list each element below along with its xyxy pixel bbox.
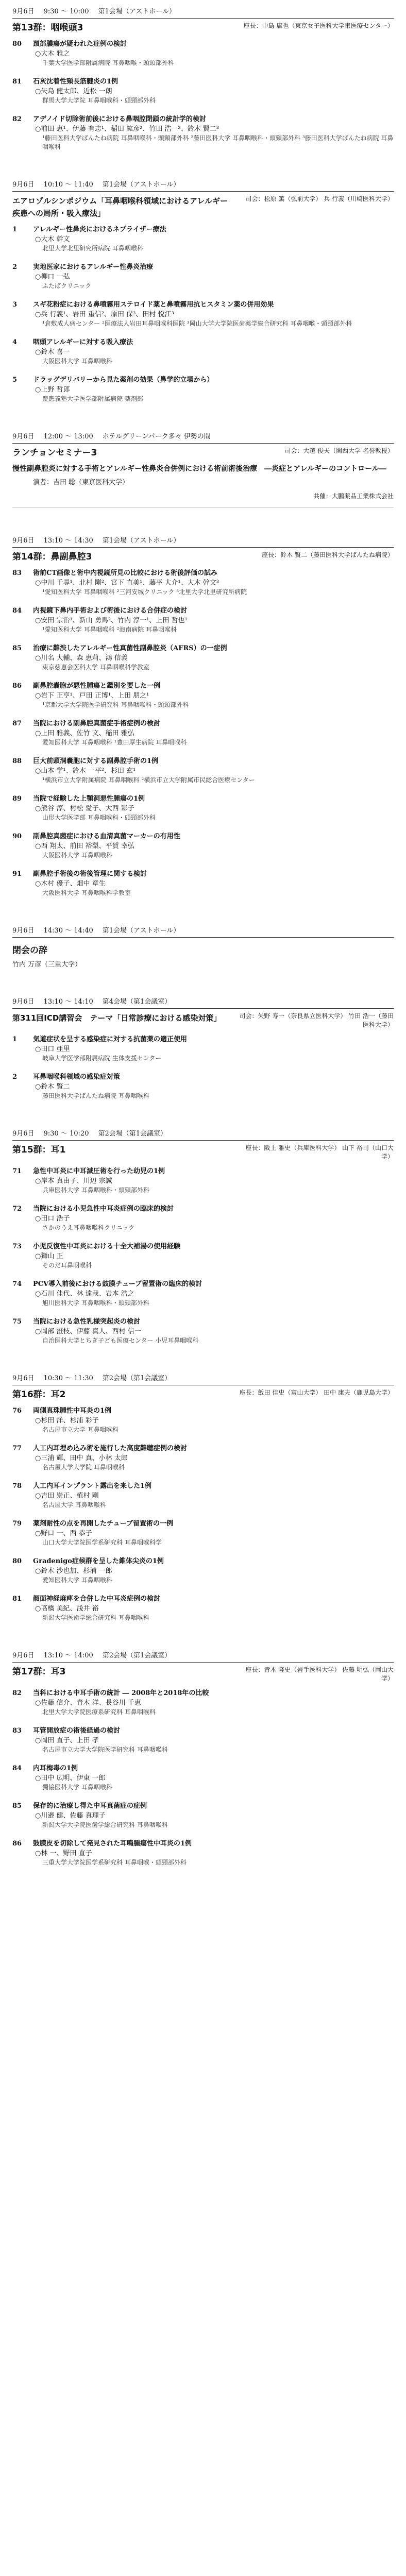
- presentation-authors: ○獅山 正: [35, 1252, 63, 1260]
- luncheon-speaker: 演者：吉田 聡（東京医科大学）: [33, 479, 129, 486]
- presentation-affiliation: ¹横浜市立大学附属病院 耳鼻咽喉科 ²横浜市立大学附属市民総合医療センター: [42, 776, 255, 784]
- session-chair: 座長：中島 庸也（東京女子医科大学東医療センター）: [243, 22, 394, 29]
- presentation-authors: ○大木 幹文: [35, 235, 70, 243]
- presentation-title: スギ花粉症における鼻噴霧用ステロイド薬と鼻噴霧用抗ヒスタミン薬の併用効果: [33, 301, 274, 309]
- session-title: ランチョンセミナー3: [12, 448, 97, 458]
- session-room: 第2会場（第1会議室）: [98, 1130, 167, 1138]
- presentation-authors: ○川名 大輔、森 恵莉、鴻 信義: [35, 654, 128, 662]
- session-block: [12, 1651, 394, 1867]
- session-room: 第1会場（アストホール）: [102, 927, 180, 935]
- presentation-authors: ○柳口 一弘: [35, 273, 70, 281]
- session-time: 13:10 〜 14:30: [43, 537, 93, 545]
- presentation-number: 86: [12, 682, 22, 690]
- presentation-authors: ○髙橋 美紀、浅井 裕: [35, 1605, 99, 1613]
- presentation-item: [12, 300, 394, 328]
- presentation-item: [12, 375, 394, 403]
- presentation-number: 79: [12, 1520, 22, 1528]
- presentation-title: 石灰沈着性頸長筋腱炎の1例: [33, 78, 119, 86]
- presentation-affiliation: 北里大学大学院医療系研究科 耳鼻咽喉科: [42, 1708, 156, 1716]
- presentation-number: 74: [12, 1280, 22, 1288]
- session-chair: 司会：松原 篤（弘前大学） 兵 行義（川崎医科大学）: [245, 195, 394, 202]
- session-title: 第17群：耳3: [12, 1667, 66, 1677]
- luncheon-topic: 慢性副鼻腔炎に対する手術とアレルギー性鼻炎合併例における術前術後治療 ―炎症とアレルギーのコントロール―: [12, 465, 386, 473]
- presentation-title: 小児反復性中耳炎における十全大補湯の使用経験: [33, 1243, 181, 1250]
- session-date: 9月6日: [12, 181, 35, 189]
- session-schedule: [12, 997, 394, 1009]
- presentation-item: [12, 1242, 394, 1270]
- session-date: 9月6日: [12, 8, 35, 15]
- session-block: [12, 1129, 394, 1345]
- presentation-title: 治療に難渋したアレルギー性真菌性副鼻腔炎（AFRS）の一症例: [33, 645, 227, 652]
- presentation-authors: ○大木 雅之: [35, 50, 70, 58]
- session-chair: 座長：鈴木 賢二（藤田医科大学ばんたね病院）: [262, 551, 394, 558]
- presentation-item: [12, 1444, 394, 1472]
- presentation-number: 3: [12, 301, 18, 309]
- presentation-affiliation: 東京慈恵会医科大学 耳鼻咽喉科学教室: [42, 664, 149, 671]
- session-room: 第1会場（アストホール）: [98, 8, 176, 15]
- presentation-affiliation: 新潟大学大学院医歯学総合研究科 耳鼻咽喉科: [42, 1821, 168, 1828]
- presentation-number: 2: [12, 1073, 18, 1081]
- presentation-affiliation: 三重大学大学院医学系研究科 耳鼻咽喉・頭頸部外科: [42, 1859, 187, 1866]
- session-time: 9:30 〜 10:20: [43, 1130, 89, 1138]
- presentation-title: 副鼻腔嚢胞が悪性腫瘍と鑑別を要した一例: [33, 682, 161, 690]
- presentation-title: 保存的に治療し得た中耳真菌症の症例: [33, 1802, 147, 1810]
- presentation-title: アデノイド切除術前後における鼻咽腔閉鎖の統計学的検討: [33, 115, 206, 123]
- presentation-authors: ○上田 雅義、佐竹 文、稲田 雅弘: [35, 730, 134, 737]
- presentation-number: 88: [12, 757, 22, 765]
- session-chair: 座長：青木 隆史（岩手医科大学） 佐藤 明弘（岡山大学）: [245, 1666, 394, 1682]
- presentation-number: 85: [12, 645, 22, 652]
- presentation-item: [12, 606, 394, 634]
- presentation-item: [12, 643, 394, 672]
- presentation-number: 86: [12, 1840, 22, 1848]
- session-room: 第2会場（第1会議室）: [102, 1652, 172, 1659]
- closing-speaker: 竹内 万彦（三重大学）: [12, 961, 82, 969]
- session-time: 13:10 〜 14:10: [43, 998, 93, 1006]
- session-schedule: [12, 926, 394, 938]
- presentation-item: [12, 1839, 394, 1867]
- session-date: 9月6日: [12, 537, 35, 545]
- presentation-affiliation: 名古屋大学 耳鼻咽喉科: [42, 1501, 106, 1509]
- presentation-authors: ○山本 学¹、鈴木 一平²、杉田 玄¹: [35, 767, 136, 775]
- presentation-affiliation: そのだ耳鼻咽喉科: [42, 1262, 92, 1269]
- session-title: 閉会の辞: [12, 945, 47, 956]
- presentation-title: Gradenigo症候群を呈した錐体尖炎の1例: [33, 1557, 164, 1565]
- session-date: 9月6日: [12, 998, 35, 1006]
- presentation-affiliation: さかのうえ耳鼻咽喉科クリニック: [42, 1224, 135, 1231]
- presentation-title: 顔面神経麻痺を合併した中耳炎症例の検討: [33, 1595, 161, 1603]
- session-title: 第16群：耳2: [12, 1389, 66, 1400]
- session-chair: 司会：大越 俊夫（関西大学 名誉教授）: [284, 447, 394, 454]
- presentation-authors: ○川邉 健、佐藤 真理子: [35, 1812, 106, 1820]
- session-title: 第14群：鼻副鼻腔3: [12, 552, 92, 562]
- presentation-affiliation: ¹愛知医科大学 耳鼻咽喉科 ²三河安城クリニック ³北里大学北里研究所病院: [42, 588, 247, 596]
- session-time: 14:30 〜 14:40: [43, 927, 93, 935]
- presentation-title: アレルギー性鼻炎におけるネブライザー療法: [33, 226, 166, 233]
- presentation-title: 気道症状を呈する感染症に対する抗菌薬の適正使用: [33, 1036, 188, 1043]
- session-chair: 座長：飯田 佳史（富山大学） 田中 康夫（鹿児島大学）: [239, 1389, 394, 1396]
- session-schedule: [12, 7, 394, 19]
- presentation-number: 81: [12, 78, 22, 86]
- presentation-item: [12, 1481, 394, 1510]
- session-schedule: [12, 1129, 394, 1141]
- session-block: [12, 1374, 394, 1622]
- presentation-affiliation: 大阪医科大学 耳鼻咽喉科: [42, 852, 112, 859]
- presentation-affiliation: 大阪医科大学 耳鼻咽喉科学教室: [42, 889, 131, 896]
- session-time: 12:00 〜 13:00: [43, 433, 93, 440]
- session-schedule: [12, 1651, 394, 1663]
- presentation-item: [12, 568, 394, 597]
- presentation-title: 人工内耳埋め込み術を施行した高度難聴症例の検討: [33, 1445, 188, 1452]
- session-time: 10:10 〜 11:40: [43, 181, 93, 189]
- session-room: 第2会場（第1会議室）: [102, 1375, 172, 1382]
- session-title: 第311回ICD講習会 テーマ「日常診療における感染対策」: [12, 1013, 222, 1023]
- presentation-title: ドラッグデリバリーから見た薬剤の効果（鼻学的立場から）: [33, 376, 214, 384]
- presentation-number: 82: [12, 1689, 22, 1697]
- session-block: [12, 997, 394, 1100]
- presentation-title: 内耳梅毒の1例: [33, 1765, 78, 1772]
- presentation-number: 1: [12, 226, 18, 233]
- presentation-item: [12, 1801, 394, 1829]
- program-page: [12, 0, 394, 1867]
- presentation-item: [12, 1072, 394, 1100]
- presentation-affiliation: 北里大学北里研究所病院 耳鼻咽喉科: [42, 245, 143, 252]
- presentation-number: 71: [12, 1167, 22, 1175]
- presentation-number: 78: [12, 1482, 22, 1490]
- presentation-number: 4: [12, 338, 18, 346]
- presentation-number: 84: [12, 607, 22, 615]
- presentation-title: PCV導入前後における鼓膜チューブ留置術の臨床的検討: [33, 1280, 202, 1288]
- presentation-affiliation: 名古屋大学大学院 耳鼻咽喉科: [42, 1464, 125, 1471]
- presentation-authors: ○田口 浩子: [35, 1215, 70, 1223]
- presentation-affiliation: ¹倉敷成人病センター ²医療法人岩田耳鼻咽喉科医院 ³岡山大学大学院医歯薬学総合研究科 耳鼻咽喉・頭頸部外科: [42, 320, 352, 327]
- presentation-item: [12, 681, 394, 709]
- presentation-authors: ○岡部 澄枝、伊藤 真人、西村 信一: [35, 1328, 141, 1335]
- session-block: [12, 180, 394, 403]
- presentation-authors: ○岡田 直子、上田 孝: [35, 1737, 99, 1744]
- presentation-number: 90: [12, 833, 22, 840]
- presentation-affiliation: 兵庫医科大学 耳鼻咽喉科・頭頸部外科: [42, 1187, 149, 1194]
- presentation-authors: ○熊谷 淳、村松 愛子、大西 彩子: [35, 805, 134, 812]
- presentation-title: 耳鼻咽喉科領域の感染症対策: [33, 1073, 121, 1081]
- session-schedule: [12, 180, 394, 192]
- presentation-item: [12, 1035, 394, 1063]
- presentation-title: 当院で経験した上顎洞悪性腫瘍の1例: [33, 795, 145, 803]
- presentation-affiliation: ¹京都大学大学院医学研究科 耳鼻咽喉科・頭頸部外科: [42, 701, 189, 708]
- presentation-number: 73: [12, 1243, 22, 1250]
- session-block: [12, 926, 394, 969]
- presentation-title: 急性中耳炎に中耳減圧術を行った幼児の1例: [33, 1167, 165, 1175]
- presentation-item: [12, 1688, 394, 1717]
- presentation-item: [12, 869, 394, 897]
- session-title: 第13群：咽喉頭3: [12, 23, 83, 33]
- presentation-authors: ○杉田 洋、杉浦 彩子: [35, 1417, 99, 1425]
- presentation-affiliation: 旭川医科大学 耳鼻咽喉科・頭頸部外科: [42, 1299, 149, 1307]
- presentation-number: 83: [12, 569, 22, 577]
- presentation-authors: ○岸本 真由子、川辺 宗誠: [35, 1177, 112, 1185]
- presentation-authors: ○木村 優子、畑中 章生: [35, 880, 106, 888]
- presentation-item: [12, 719, 394, 747]
- session-schedule: [12, 536, 394, 548]
- presentation-authors: ○安田 宗治¹、新山 勇馬²、竹内 淳一¹、上田 哲也¹: [35, 617, 188, 624]
- presentation-authors: ○三浦 輝、田中 真、小林 太郎: [35, 1454, 128, 1462]
- session-chair: 座長：阪上 雅史（兵庫医科大学） 山下 裕司（山口大学）: [245, 1144, 394, 1160]
- presentation-number: 75: [12, 1318, 22, 1326]
- presentation-number: 89: [12, 795, 22, 803]
- presentation-item: [12, 794, 394, 822]
- presentation-number: 81: [12, 1595, 22, 1603]
- presentation-authors: ○林 一、野田 直子: [35, 1850, 92, 1857]
- presentation-item: [12, 1166, 394, 1195]
- presentation-number: 76: [12, 1407, 22, 1415]
- presentation-number: 83: [12, 1727, 22, 1735]
- presentation-item: [12, 1519, 394, 1547]
- presentation-number: 91: [12, 870, 22, 878]
- session-room: ホテルグリーンパーク多々 伊勢の間: [102, 433, 211, 440]
- presentation-authors: ○野口 一、西 恭子: [35, 1530, 92, 1537]
- presentation-authors: ○矢島 健太郎、近松 一朗: [35, 88, 112, 95]
- presentation-item: [12, 225, 394, 253]
- session-title: 第15群：耳1: [12, 1145, 66, 1155]
- session-room: 第4会場（第1会議室）: [102, 998, 172, 1006]
- presentation-authors: ○石川 佳代、林 達哉、岩本 浩之: [35, 1290, 134, 1298]
- session-chair: 司会：矢野 寿一（奈良県立医科大学） 竹田 浩一（藤田医科大学）: [239, 1012, 394, 1028]
- presentation-item: [12, 1594, 394, 1622]
- presentation-item: [12, 262, 394, 291]
- presentation-affiliation: ¹藤田医科大学ばんたね病院 耳鼻咽喉科・頭頸部外科 ²藤田医科大学 耳鼻咽喉科・頭頸部外科 ³藤田医科大学ばんたね病院 耳鼻咽喉科: [42, 134, 394, 150]
- session-schedule: [12, 432, 394, 444]
- presentation-item: [12, 39, 394, 67]
- session-schedule: [12, 1374, 394, 1385]
- presentation-item: [12, 1406, 394, 1434]
- session-time: 9:30 〜 10:00: [43, 8, 89, 15]
- presentation-affiliation: 千葉大学医学部附属病院 耳鼻咽喉・頭頸部外科: [42, 59, 174, 66]
- session-date: 9月6日: [12, 1130, 35, 1138]
- presentation-affiliation: 藤田医科大学ばんたね病院 耳鼻咽喉科: [42, 1092, 149, 1099]
- presentation-item: [12, 1764, 394, 1792]
- presentation-title: 鼓膜皮を切除して発見された耳鳴腫瘍性中耳炎の1例: [33, 1840, 192, 1848]
- presentation-number: 87: [12, 720, 22, 727]
- presentation-authors: ○佐藤 信介、青木 洋、長谷川 千恵: [35, 1699, 141, 1707]
- presentation-title: 実地医家におけるアレルギー性鼻炎治療: [33, 263, 154, 271]
- session-block: [12, 536, 394, 897]
- session-room: 第1会場（アストホール）: [102, 181, 180, 189]
- presentation-affiliation: 慶應義塾大学医学部附属病院 薬剤部: [42, 395, 143, 402]
- presentation-item: [12, 77, 394, 105]
- presentation-title: 人工内耳インプラント露出を来した1例: [33, 1482, 152, 1490]
- presentation-item: [12, 1317, 394, 1345]
- session-block: [12, 432, 394, 507]
- presentation-title: 頚部膿瘍が疑われた症例の検討: [33, 40, 127, 48]
- presentation-item: [12, 1726, 394, 1754]
- session-date: 9月6日: [12, 1375, 35, 1382]
- presentation-number: 85: [12, 1802, 22, 1810]
- presentation-authors: ○田中 広明、伊東 一郎: [35, 1774, 106, 1782]
- presentation-number: 77: [12, 1445, 22, 1452]
- presentation-affiliation: 獨協医科大学 耳鼻咽喉科: [42, 1784, 112, 1791]
- presentation-authors: ○吉田 崇正、植村 剛: [35, 1492, 99, 1500]
- presentation-affiliation: 山形大学医学部 耳鼻咽喉科・頭頸部外科: [42, 814, 156, 821]
- presentation-number: 1: [12, 1036, 18, 1043]
- presentation-authors: ○前田 恵¹、伊藤 有志¹、稲田 紘彦²、竹田 浩一²、鈴木 賢二³: [35, 125, 219, 133]
- session-title: エアロゾルシンポジウム「耳鼻咽喉科領域におけるアレルギー疾患への局所・吸入療法」: [12, 196, 228, 218]
- presentation-title: 両側真珠腫性中耳炎の1例: [33, 1407, 112, 1415]
- presentation-authors: ○上野 哲郎: [35, 386, 70, 394]
- presentation-affiliation: ¹愛知医科大学 耳鼻咽喉科 ²海南病院 耳鼻咽喉科: [42, 626, 177, 633]
- presentation-title: 薬剤耐性の点を再開したチューブ留置術の一例: [33, 1520, 173, 1528]
- presentation-authors: ○田口 亜里: [35, 1045, 70, 1053]
- presentation-authors: ○鈴木 沙也加、杉浦 一郎: [35, 1567, 112, 1575]
- presentation-title: 巨大前頭洞嚢胞に対する副鼻腔手術の1例: [33, 757, 159, 765]
- presentation-title: 副鼻腔真菌症における血清真菌マーカーの有用性: [33, 833, 180, 840]
- presentation-item: [12, 1556, 394, 1585]
- presentation-affiliation: 大阪医科大学 耳鼻咽喉科: [42, 358, 112, 365]
- presentation-authors: ○鈴木 賢二: [35, 1083, 70, 1091]
- presentation-affiliation: 山口大学大学院医学系研究科 耳鼻咽喉科学: [42, 1539, 162, 1546]
- presentation-title: 耳管開放症の術後経過の検討: [33, 1727, 121, 1735]
- session-date: 9月6日: [12, 1652, 35, 1659]
- session-date: 9月6日: [12, 927, 35, 935]
- presentation-title: 当科における中耳手術の統計 ― 2008年と2018年の比較: [33, 1689, 209, 1697]
- presentation-affiliation: 自治医科大学とちぎ子ども医療センター 小児耳鼻咽喉科: [42, 1337, 199, 1344]
- presentation-affiliation: 名古屋市立大学 耳鼻咽喉科: [42, 1426, 119, 1433]
- presentation-affiliation: ふたばクリニック: [42, 282, 92, 290]
- session-room: 第1会場（アストホール）: [102, 537, 180, 545]
- presentation-affiliation: 愛知医科大学 耳鼻咽喉科: [42, 1577, 112, 1584]
- session-time: 10:30 〜 11:30: [43, 1375, 93, 1382]
- presentation-number: 5: [12, 376, 18, 384]
- presentation-affiliation: 新潟大学医歯学総合研究科 耳鼻咽喉科: [42, 1614, 149, 1621]
- presentation-authors: ○岩下 正亨¹、戸田 正博¹、上田 朋之¹: [35, 692, 149, 700]
- session-block: [12, 7, 394, 151]
- presentation-number: 2: [12, 263, 18, 271]
- presentation-item: [12, 1279, 394, 1308]
- sponsor-text: 共催：大鵬薬品工業株式会社: [313, 493, 394, 500]
- presentation-title: 咽頭アレルギーに対する吸入療法: [33, 338, 133, 346]
- presentation-authors: ○兵 行義¹、岩田 重信²、原田 保³、田村 悦江³: [35, 311, 174, 318]
- session-time: 13:10 〜 14:00: [43, 1652, 93, 1659]
- presentation-number: 72: [12, 1205, 22, 1213]
- presentation-item: [12, 114, 394, 151]
- presentation-authors: ○鈴木 喜一: [35, 348, 70, 356]
- presentation-title: 当院における急性乳様突起炎の検討: [33, 1318, 141, 1326]
- session-date: 9月6日: [12, 433, 35, 440]
- presentation-number: 84: [12, 1765, 22, 1772]
- presentation-item: [12, 756, 394, 785]
- presentation-title: 術前CT画像と術中内視鏡所見の比較における術後評価の試み: [33, 569, 218, 577]
- presentation-title: 副鼻腔手術後の術後管理に関する検討: [33, 870, 147, 878]
- presentation-affiliation: 名古屋市立大学大学院医学研究科 耳鼻咽喉科: [42, 1746, 168, 1753]
- presentation-title: 当院における副鼻腔真菌症手術症例の検討: [33, 720, 161, 727]
- presentation-number: 80: [12, 40, 22, 48]
- presentation-authors: ○中川 千尋¹、北村 剛²、宮下 直美¹、藤平 大介¹、大木 幹文³: [35, 579, 219, 587]
- presentation-number: 82: [12, 115, 22, 123]
- presentation-affiliation: 愛知医科大学 耳鼻咽喉科 ¹豊田厚生病院 耳鼻咽喉科: [42, 739, 187, 746]
- presentation-affiliation: 群馬大学大学院 耳鼻咽喉科・頭頸部外科: [42, 97, 156, 104]
- presentation-affiliation: 岐阜大学医学部附属病院 生体支援センター: [42, 1055, 162, 1062]
- presentation-authors: ○西 翔太、前田 裕梨、平賀 幸弘: [35, 842, 134, 850]
- presentation-item: [12, 337, 394, 366]
- presentation-number: 80: [12, 1557, 22, 1565]
- presentation-title: 内視鏡下鼻内手術および術後における合併症の検討: [33, 607, 188, 615]
- presentation-title: 当院における小児急性中耳炎症例の臨床的検討: [33, 1205, 174, 1213]
- presentation-item: [12, 1204, 394, 1232]
- presentation-item: [12, 832, 394, 860]
